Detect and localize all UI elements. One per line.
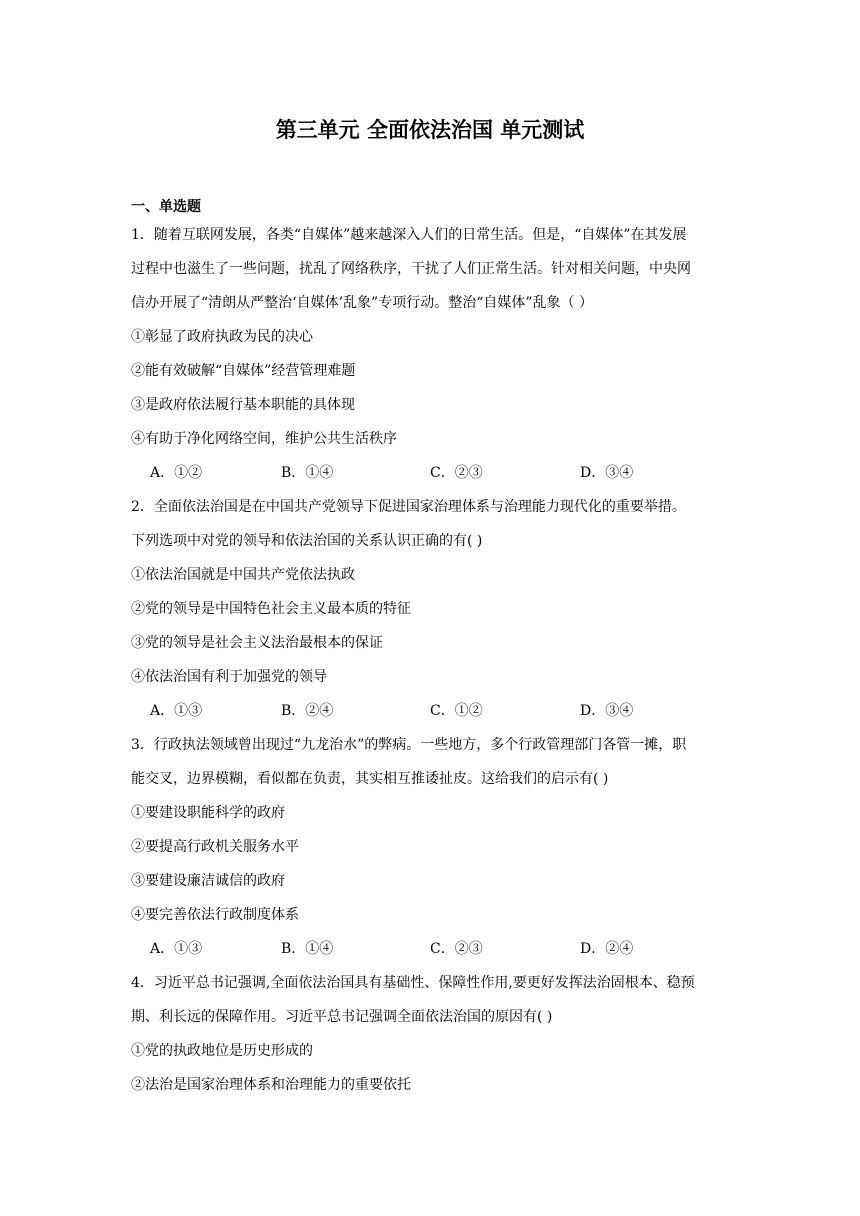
question-1-item-2: ②能有效破解“自媒体”经营管理难题 xyxy=(131,363,356,379)
question-4-item-2: ②法治是国家治理体系和治理能力的重要依托 xyxy=(131,1077,411,1093)
question-4-line-1: 4．习近平总书记强调,全面依法治国具有基础性、保障性作用,要更好发挥法治固根本、稳预 xyxy=(131,975,695,991)
question-1-item-1: ①彰显了政府执政为民的决心 xyxy=(131,329,313,345)
question-3-item-4: ④要完善依法行政制度体系 xyxy=(131,907,299,923)
question-1-options xyxy=(150,462,750,482)
question-2-item-1: ①依法治国就是中国共产党依法执政 xyxy=(131,567,355,583)
question-3-options xyxy=(150,938,750,958)
question-4-line-2: 期、利长远的保障作用。习近平总书记强调全面依法治国的原因有( ) xyxy=(131,1009,553,1025)
question-3-line-1: 3．行政执法领域曾出现过“九龙治水”的弊病。一些地方，多个行政管理部门各管一摊，职 xyxy=(131,737,687,753)
question-3-item-3: ③要建设廉洁诚信的政府 xyxy=(131,873,285,889)
option-c: C．②③ xyxy=(430,941,483,957)
section-heading: 一、单选题 xyxy=(131,199,201,215)
question-3-item-1: ①要建设职能科学的政府 xyxy=(131,805,285,821)
option-a: A．①② xyxy=(150,465,203,481)
question-1-line-1: 1．随着互联网发展，各类“自媒体”越来越深入人们的日常生活。但是，“自媒体”在其发展 xyxy=(131,227,687,243)
question-1-line-3: 信办开展了“清朗从严整治‘自媒体’乱象”专项行动。整治“自媒体”乱象（ ） xyxy=(131,295,593,311)
option-b: B．②④ xyxy=(281,703,334,719)
option-a: A．①③ xyxy=(150,941,203,957)
question-1-line-2: 过程中也滋生了一些问题，扰乱了网络秩序，干扰了人们正常生活。针对相关问题，中央网 xyxy=(131,261,691,277)
question-1-item-3: ③是政府依法履行基本职能的具体现 xyxy=(131,397,355,413)
page-title: 第三单元 全面依法治国 单元测试 xyxy=(275,118,585,142)
option-d: D．②④ xyxy=(580,941,634,957)
question-4-item-1: ①党的执政地位是历史形成的 xyxy=(131,1043,313,1059)
question-2-item-3: ③党的领导是社会主义法治最根本的保证 xyxy=(131,635,383,651)
question-2-options xyxy=(150,700,750,720)
question-2-line-1: 2．全面依法治国是在中国共产党领导下促进国家治理体系与治理能力现代化的重要举措。 xyxy=(131,499,686,515)
question-1-item-4: ④有助于净化网络空间，维护公共生活秩序 xyxy=(131,431,397,447)
option-d: D．③④ xyxy=(580,465,634,481)
question-2-item-4: ④依法治国有利于加强党的领导 xyxy=(131,669,327,685)
option-d: D．③④ xyxy=(580,703,634,719)
option-c: C．①② xyxy=(430,703,483,719)
question-3-item-2: ②要提高行政机关服务水平 xyxy=(131,839,299,855)
option-c: C．②③ xyxy=(430,465,483,481)
question-2-line-2: 下列选项中对党的领导和依法治国的关系认识正确的有( ) xyxy=(131,533,483,549)
option-b: B．①④ xyxy=(281,941,334,957)
question-2-item-2: ②党的领导是中国特色社会主义最本质的特征 xyxy=(131,601,411,617)
option-a: A．①③ xyxy=(150,703,203,719)
option-b: B．①④ xyxy=(281,465,334,481)
question-3-line-2: 能交叉，边界模糊，看似都在负责，其实相互推诿扯皮。这给我们的启示有( ) xyxy=(131,771,609,787)
